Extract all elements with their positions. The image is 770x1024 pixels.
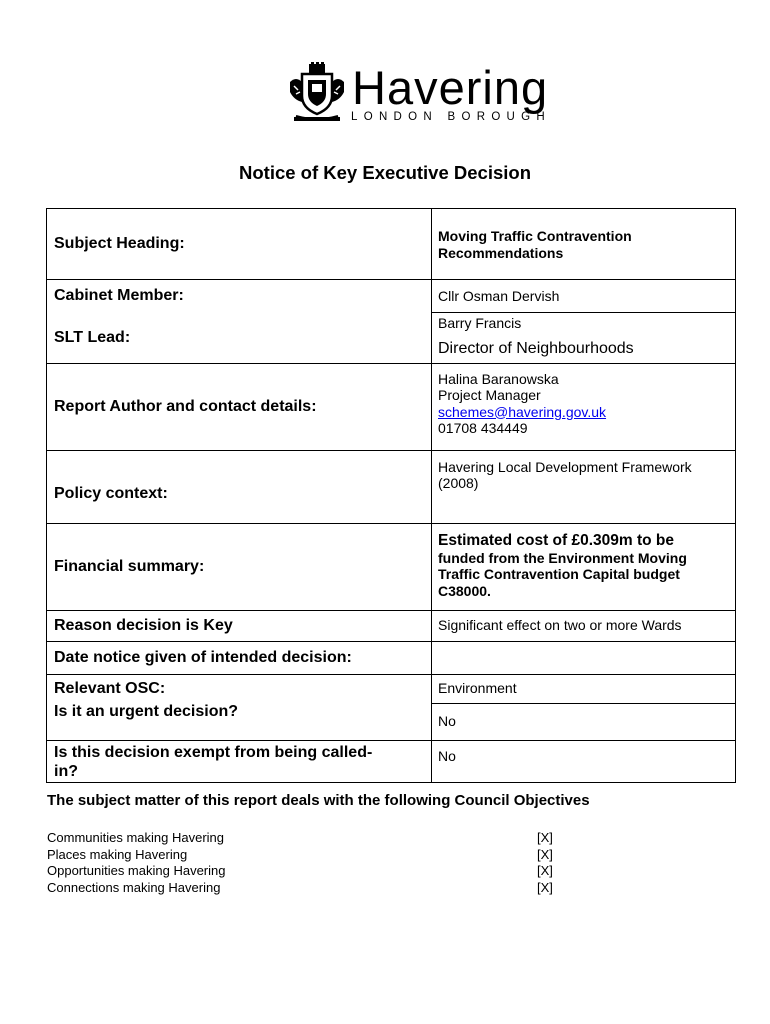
row-value [432,363,736,450]
row-value [432,209,736,280]
cabinet-member-label: Cabinet Member: [54,287,184,304]
exempt-label-line1: Is this decision exempt from being called- [54,743,373,761]
borough-crest-icon [288,62,346,126]
table-row [47,523,736,610]
row-label [47,674,432,703]
table-row [47,209,736,280]
list-item [47,830,557,847]
decision-table [46,208,736,783]
objective-mark: [X] [537,879,553,895]
table-row [47,641,736,674]
urgent-decision-label: Is it an urgent decision? [54,703,239,720]
page-title: Notice of Key Executive Decision [239,162,531,183]
row-value [432,641,736,674]
row-value [432,703,736,740]
policy-value-line1: Havering Local Development Framework [438,458,692,475]
row-label [47,703,432,740]
row-value [432,523,736,610]
list-item [47,847,557,864]
reason-key-label: Reason decision is Key [54,616,233,634]
table-row [47,740,736,782]
subject-value-line2: Recommendations [438,244,564,261]
table-row [47,363,736,450]
objective-label: Connections making Havering [47,879,221,895]
slt-lead-title: Director of Neighbourhoods [438,339,634,357]
row-value [432,313,736,364]
urgent-decision-value: No [438,713,456,730]
financial-line1: Estimated cost of £0.309m to be [438,531,675,549]
table-row [47,450,736,523]
author-email-link[interactable]: schemes@havering.gov.uk [438,403,607,420]
row-label [47,280,432,313]
row-label [47,313,432,364]
subject-heading-label: Subject Heading: [54,235,185,252]
relevant-osc-value: Environment [438,680,517,697]
exempt-label-line2: in? [54,762,78,780]
row-label [47,740,432,782]
policy-context-label: Policy context: [54,484,168,502]
objective-label: Communities making Havering [47,830,225,845]
table-row [47,703,736,740]
table-row [47,610,736,641]
financial-summary-label: Financial summary: [54,557,205,575]
list-item [47,880,557,897]
row-label [47,209,432,280]
author-phone: 01708 434449 [438,420,528,436]
relevant-osc-label: Relevant OSC: [54,679,166,697]
row-label [47,523,432,610]
row-label [47,641,432,674]
table-row [47,280,736,313]
row-value [432,674,736,703]
financial-line3: Traffic Contravention Capital budget [438,566,680,582]
row-label [47,610,432,641]
slt-lead-name: Barry Francis [438,315,522,331]
row-label [47,450,432,523]
subject-value-line1: Moving Traffic Contravention [438,228,632,244]
exempt-value: No [438,747,456,764]
objective-mark: [X] [537,846,553,862]
objective-mark: [X] [537,863,553,878]
policy-value-line2: (2008) [438,475,479,491]
row-label [47,363,432,450]
reason-key-value: Significant effect on two or more Wards [438,617,682,634]
havering-logo [288,62,578,128]
objectives-heading: The subject matter of this report deals with the following Council Objectives [47,792,590,809]
slt-lead-label: SLT Lead: [54,328,131,346]
row-value [432,740,736,782]
row-value [432,280,736,313]
brand-subtitle: LONDON BOROUGH [351,111,552,123]
financial-line2: funded from the Environment Moving [438,549,687,566]
objectives-list [47,830,557,896]
objective-label: Opportunities making Havering [47,863,226,878]
author-name: Halina Baranowska [438,370,559,387]
financial-line4: C38000. [438,582,491,599]
cabinet-member-value: Cllr Osman Dervish [438,287,560,304]
list-item [47,863,557,880]
table-row [47,674,736,703]
objective-label: Places making Havering [47,846,188,862]
table-row [47,313,736,364]
row-value [432,610,736,641]
brand-name: Havering [352,61,549,114]
report-author-label: Report Author and contact details: [54,397,317,415]
row-value [432,450,736,523]
objective-mark: [X] [537,830,553,845]
date-notice-label: Date notice given of intended decision: [54,648,352,666]
author-role: Project Manager [438,387,541,403]
